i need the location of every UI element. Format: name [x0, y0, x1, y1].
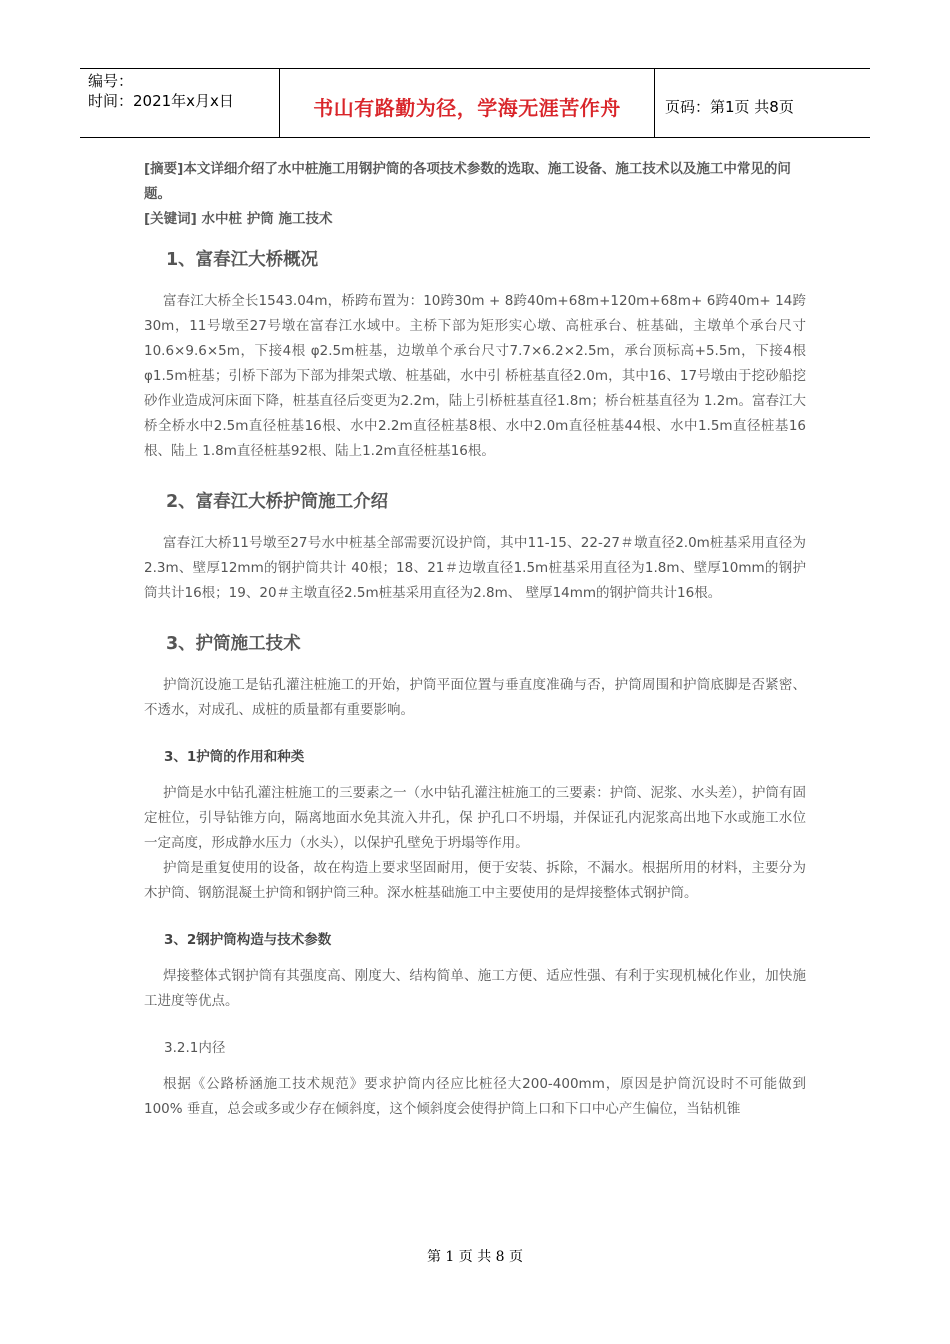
subsection-3-2-title: 3、2钢护筒构造与技术参数	[164, 932, 332, 948]
section-1-title: 1、富春江大桥概况	[166, 250, 319, 270]
subsection-3-2-1-title: 3.2.1内径	[164, 1040, 226, 1056]
subsection-3-2-paragraph: 焊接整体式钢护筒有其强度高、刚度大、结构简单、施工方便、适应性强、有利于实现机械化作业，加快施工进度等优点。	[144, 968, 806, 1009]
keywords: [关键词] 水中桩 护筒 施工技术	[144, 211, 333, 227]
header-meta	[80, 69, 280, 137]
section-3-paragraph: 护筒沉设施工是钻孔灌注桩施工的开始，护筒平面位置与垂直度准确与否，护筒周围和护筒底脚是否紧密、不透水，对成孔、成桩的质量都有重要影响。	[144, 677, 806, 718]
subsection-3-1-title: 3、1护筒的作用和种类	[164, 749, 305, 765]
subsection-3-1-paragraph-1: 护筒是水中钻孔灌注桩施工的三要素之一（水中钻孔灌注桩施工的三要素：护筒、泥浆、水头差），护筒有固定桩位，引导钻锥方向，隔离地面水免其流入井孔，保 护孔口不坍塌，并保证孔内泥浆高出地下水或施工水位一定高度，形成静水压力（水头），以保护孔壁免于坍塌等作用。	[144, 785, 806, 851]
abstract: [摘要]本文详细介绍了水中桩施工用钢护筒的各项技术参数的选取、施工设备、施工技术以及施工中常见的问题。	[144, 161, 791, 202]
section-2-paragraph: 富春江大桥11号墩至27号水中桩基全部需要沉设护筒，其中11-15、22-27＃墩直径2.0m桩基采用直径为2.3m、壁厚12mm的钢护筒共计 40根；18、21＃边墩直径1.5m桩基采用直径为1.8m、壁厚10mm的钢护筒共计16根；19、20＃主墩直径2.5m桩基采用直径为2.8m、 壁厚14mm的钢护筒共计16根。	[144, 535, 806, 601]
document-time: 时间：2021年x月x日	[88, 92, 234, 110]
document-body	[144, 157, 806, 1122]
page-header	[80, 68, 870, 138]
document-number-label: 编号：	[88, 72, 134, 90]
section-3-title: 3、护筒施工技术	[166, 634, 301, 654]
page-footer: 第 1 页 共 8 页	[426, 1249, 524, 1265]
header-motto: 书山有路勤为径，学海无涯苦作舟	[313, 95, 621, 120]
subsection-3-2-1-paragraph: 根据《公路桥涵施工技术规范》要求护筒内径应比桩径大200-400mm，原因是护筒沉设时不可能做到100% 垂直，总会或多或少存在倾斜度，这个倾斜度会使得护筒上口和下口中心产生偏位，当钻机锥	[144, 1076, 806, 1117]
header-page-info: 页码：第1页 共8页	[665, 97, 794, 116]
section-1-paragraph: 富春江大桥全长1543.04m，桥跨布置为：10跨30m + 8跨40m+68m+120m+68m+ 6跨40m+ 14跨30m，11号墩至27号墩在富春江水域中。主桥下部为矩形实心墩、高桩承台、桩基础，主墩单个承台尺寸10.6×9.6×5m，下接4根 φ2.5m桩基，边墩单个承台尺寸7.7×6.2×2.5m，承台顶标高+5.5m，下接4根φ1.5m桩基；引桥下部为下部为排架式墩、桩基础，水中引 桥桩基直径2.0m，其中16、17号墩由于挖砂船挖砂作业造成河床面下降，桩基直径后变更为2.2m，陆上引桥桩基直径1.8m；桥台桩基直径为 1.2m。富春江大桥全桥水中2.5m直径桩基16根、水中2.2m直径桩基8根、水中2.0m直径桩基44根、水中1.5m直径桩基16根、陆上 1.8m直径桩基92根、陆上1.2m直径桩基16根。	[144, 293, 806, 459]
header-motto-cell	[280, 69, 655, 137]
section-2-title: 2、富春江大桥护筒施工介绍	[166, 492, 389, 512]
subsection-3-1-paragraph-2: 护筒是重复使用的设备，故在构造上要求坚固耐用，便于安装、拆除，不漏水。根据所用的材料，主要分为木护筒、钢筋混凝土护筒和钢护筒三种。深水桩基础施工中主要使用的是焊接整体式钢护筒。	[144, 860, 806, 901]
